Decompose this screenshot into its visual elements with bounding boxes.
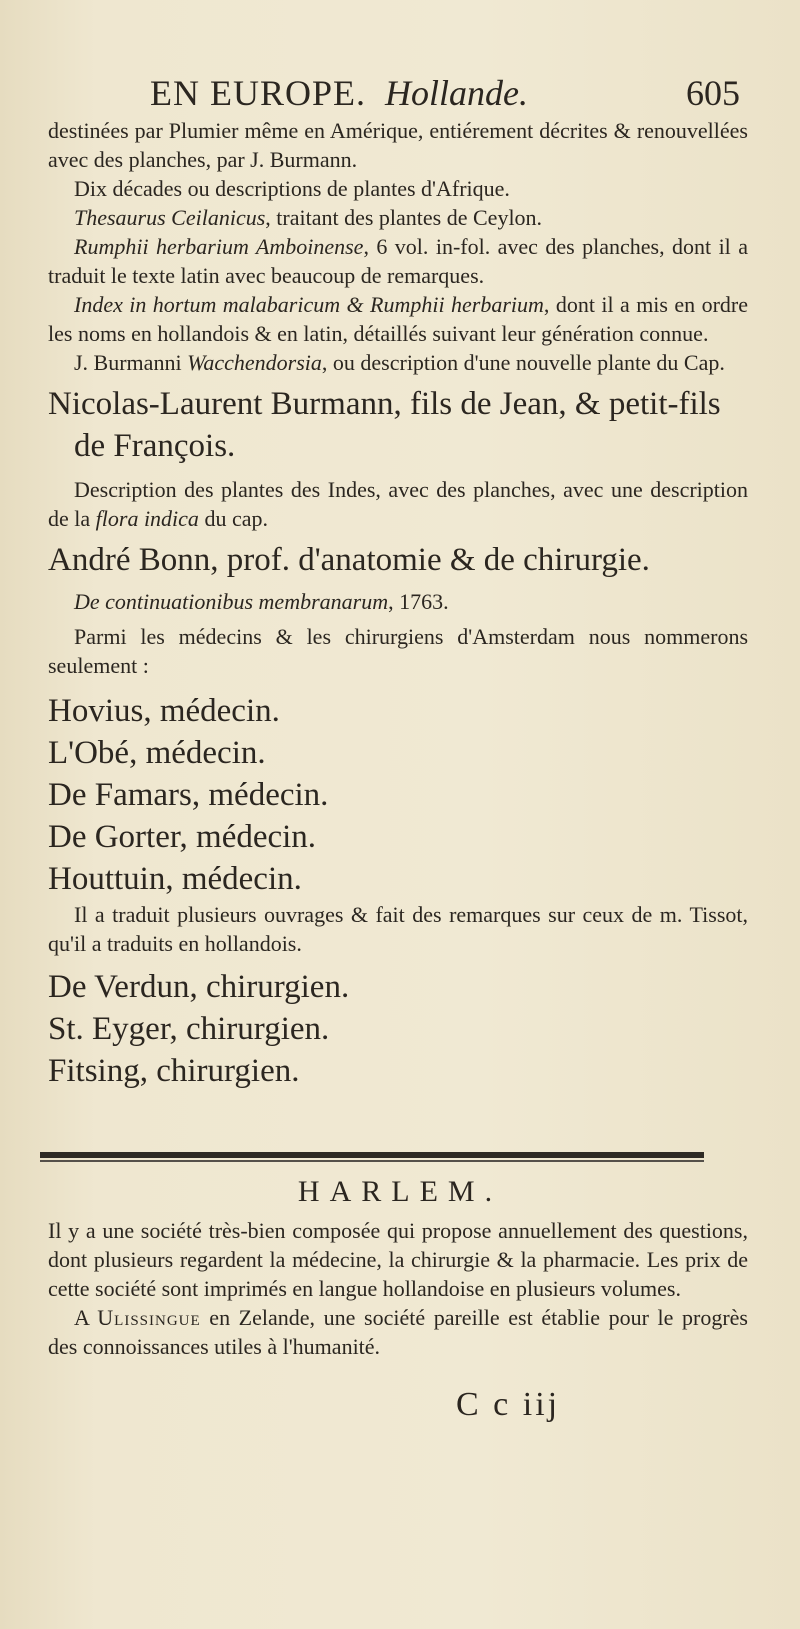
paragraph-text: , 1763.: [388, 589, 449, 614]
list-item: L'Obé, médecin.: [48, 735, 266, 771]
paragraph-prefix: J. Burmanni: [74, 350, 188, 375]
paragraph-bonn-desc: [48, 587, 748, 616]
title-italic: De continuationibus membranarum: [74, 589, 389, 614]
section-rule-thin: [40, 1160, 704, 1162]
section-title-harlem: HARLEM.: [297, 1175, 503, 1208]
title-italic: flora indica: [95, 506, 199, 531]
title-italic: Thesaurus Ceilanicus: [74, 205, 266, 230]
paragraph-text: du cap.: [198, 506, 268, 531]
paragraph-text: , 6 vol. in-fol. avec des planches, dont il a traduit le texte latin avec beaucoup de remarques.: [48, 234, 748, 288]
paragraph-rumphii: [48, 232, 748, 290]
page-number: 605: [686, 73, 740, 113]
section-rule: [40, 1152, 704, 1158]
title-italic: Index in hortum malabaricum & Rumphii herbarium: [74, 292, 544, 317]
person-heading-bonn: André Bonn, prof. d'anatomie & de chirurgie.: [48, 542, 650, 578]
paragraph-plumier: destinées par Plumier même en Amérique, entiérement décrites & renouvellées avec des planches, par J. Burmann.: [48, 118, 748, 172]
paragraph-wacchendorsia: [48, 348, 748, 377]
paragraph-thesaurus: [48, 203, 748, 232]
title-italic: Wacchendorsia: [187, 350, 322, 375]
title-italic: Rumphii herbarium Amboinense: [74, 234, 364, 259]
paragraph-text: Description des plantes des Indes, avec des planches, avec une description de la: [48, 477, 748, 531]
surgeon-list: [48, 966, 748, 1092]
physician-list: [48, 690, 748, 900]
running-place: Hollande.: [385, 73, 528, 113]
person-heading-burmann: Nicolas-Laurent Burmann, fils de Jean, & petit-fils de François.: [48, 386, 721, 464]
list-item: De Verdun, chirurgien.: [48, 969, 350, 1005]
list-item: De Famars, médecin.: [48, 777, 329, 813]
paragraph-decades: Dix décades ou descriptions de plantes d'Afrique.: [74, 176, 510, 201]
list-item: St. Eyger, chirurgien.: [48, 1011, 330, 1047]
paragraph-text: en Zelande, une société pareille est établie pour le progrès des connoissances utiles à l'humanité.: [48, 1305, 748, 1359]
running-header: [150, 72, 740, 118]
running-title: EN EUROPE.: [150, 73, 366, 113]
list-item: De Gorter, médecin.: [48, 819, 317, 855]
signature-mark: C c iij: [456, 1386, 561, 1423]
paragraph-text: , traitant des plantes de Ceylon.: [265, 205, 543, 230]
paragraph-amsterdam: Parmi les médecins & les chirurgiens d'Amsterdam nous nommerons seulement :: [48, 624, 748, 678]
paragraph-index: [48, 290, 748, 348]
paragraph-burmann-desc: [48, 475, 748, 533]
paragraph-harlem: Il y a une société très-bien composée qui propose annuellement des questions, dont plusieurs regardent la médecine, la chirurgie & la pharmacie. Les prix de cette société sont imprimés en langue hollandoise en plusieurs volumes.: [48, 1218, 748, 1301]
paragraph-text: , dont il a mis en ordre les noms en hollandois & en latin, détaillés suivant leur génération connue.: [48, 292, 748, 346]
paragraph-flushing: [48, 1303, 748, 1361]
list-item: Fitsing, chirurgien.: [48, 1053, 300, 1089]
paragraph-houttuin: Il a traduit plusieurs ouvrages & fait des remarques sur ceux de m. Tissot, qu'il a traduits en hollandois.: [48, 902, 748, 956]
place-smallcaps: Ulissingue: [97, 1305, 201, 1330]
list-item: Houttuin, médecin.: [48, 861, 302, 897]
paragraph-prefix: A: [74, 1305, 98, 1330]
list-item: Hovius, médecin.: [48, 693, 280, 729]
upper-text-block: [48, 116, 748, 1092]
paragraph-text: , ou description d'une nouvelle plante du Cap.: [321, 350, 725, 375]
lower-text-block: [48, 1216, 748, 1361]
